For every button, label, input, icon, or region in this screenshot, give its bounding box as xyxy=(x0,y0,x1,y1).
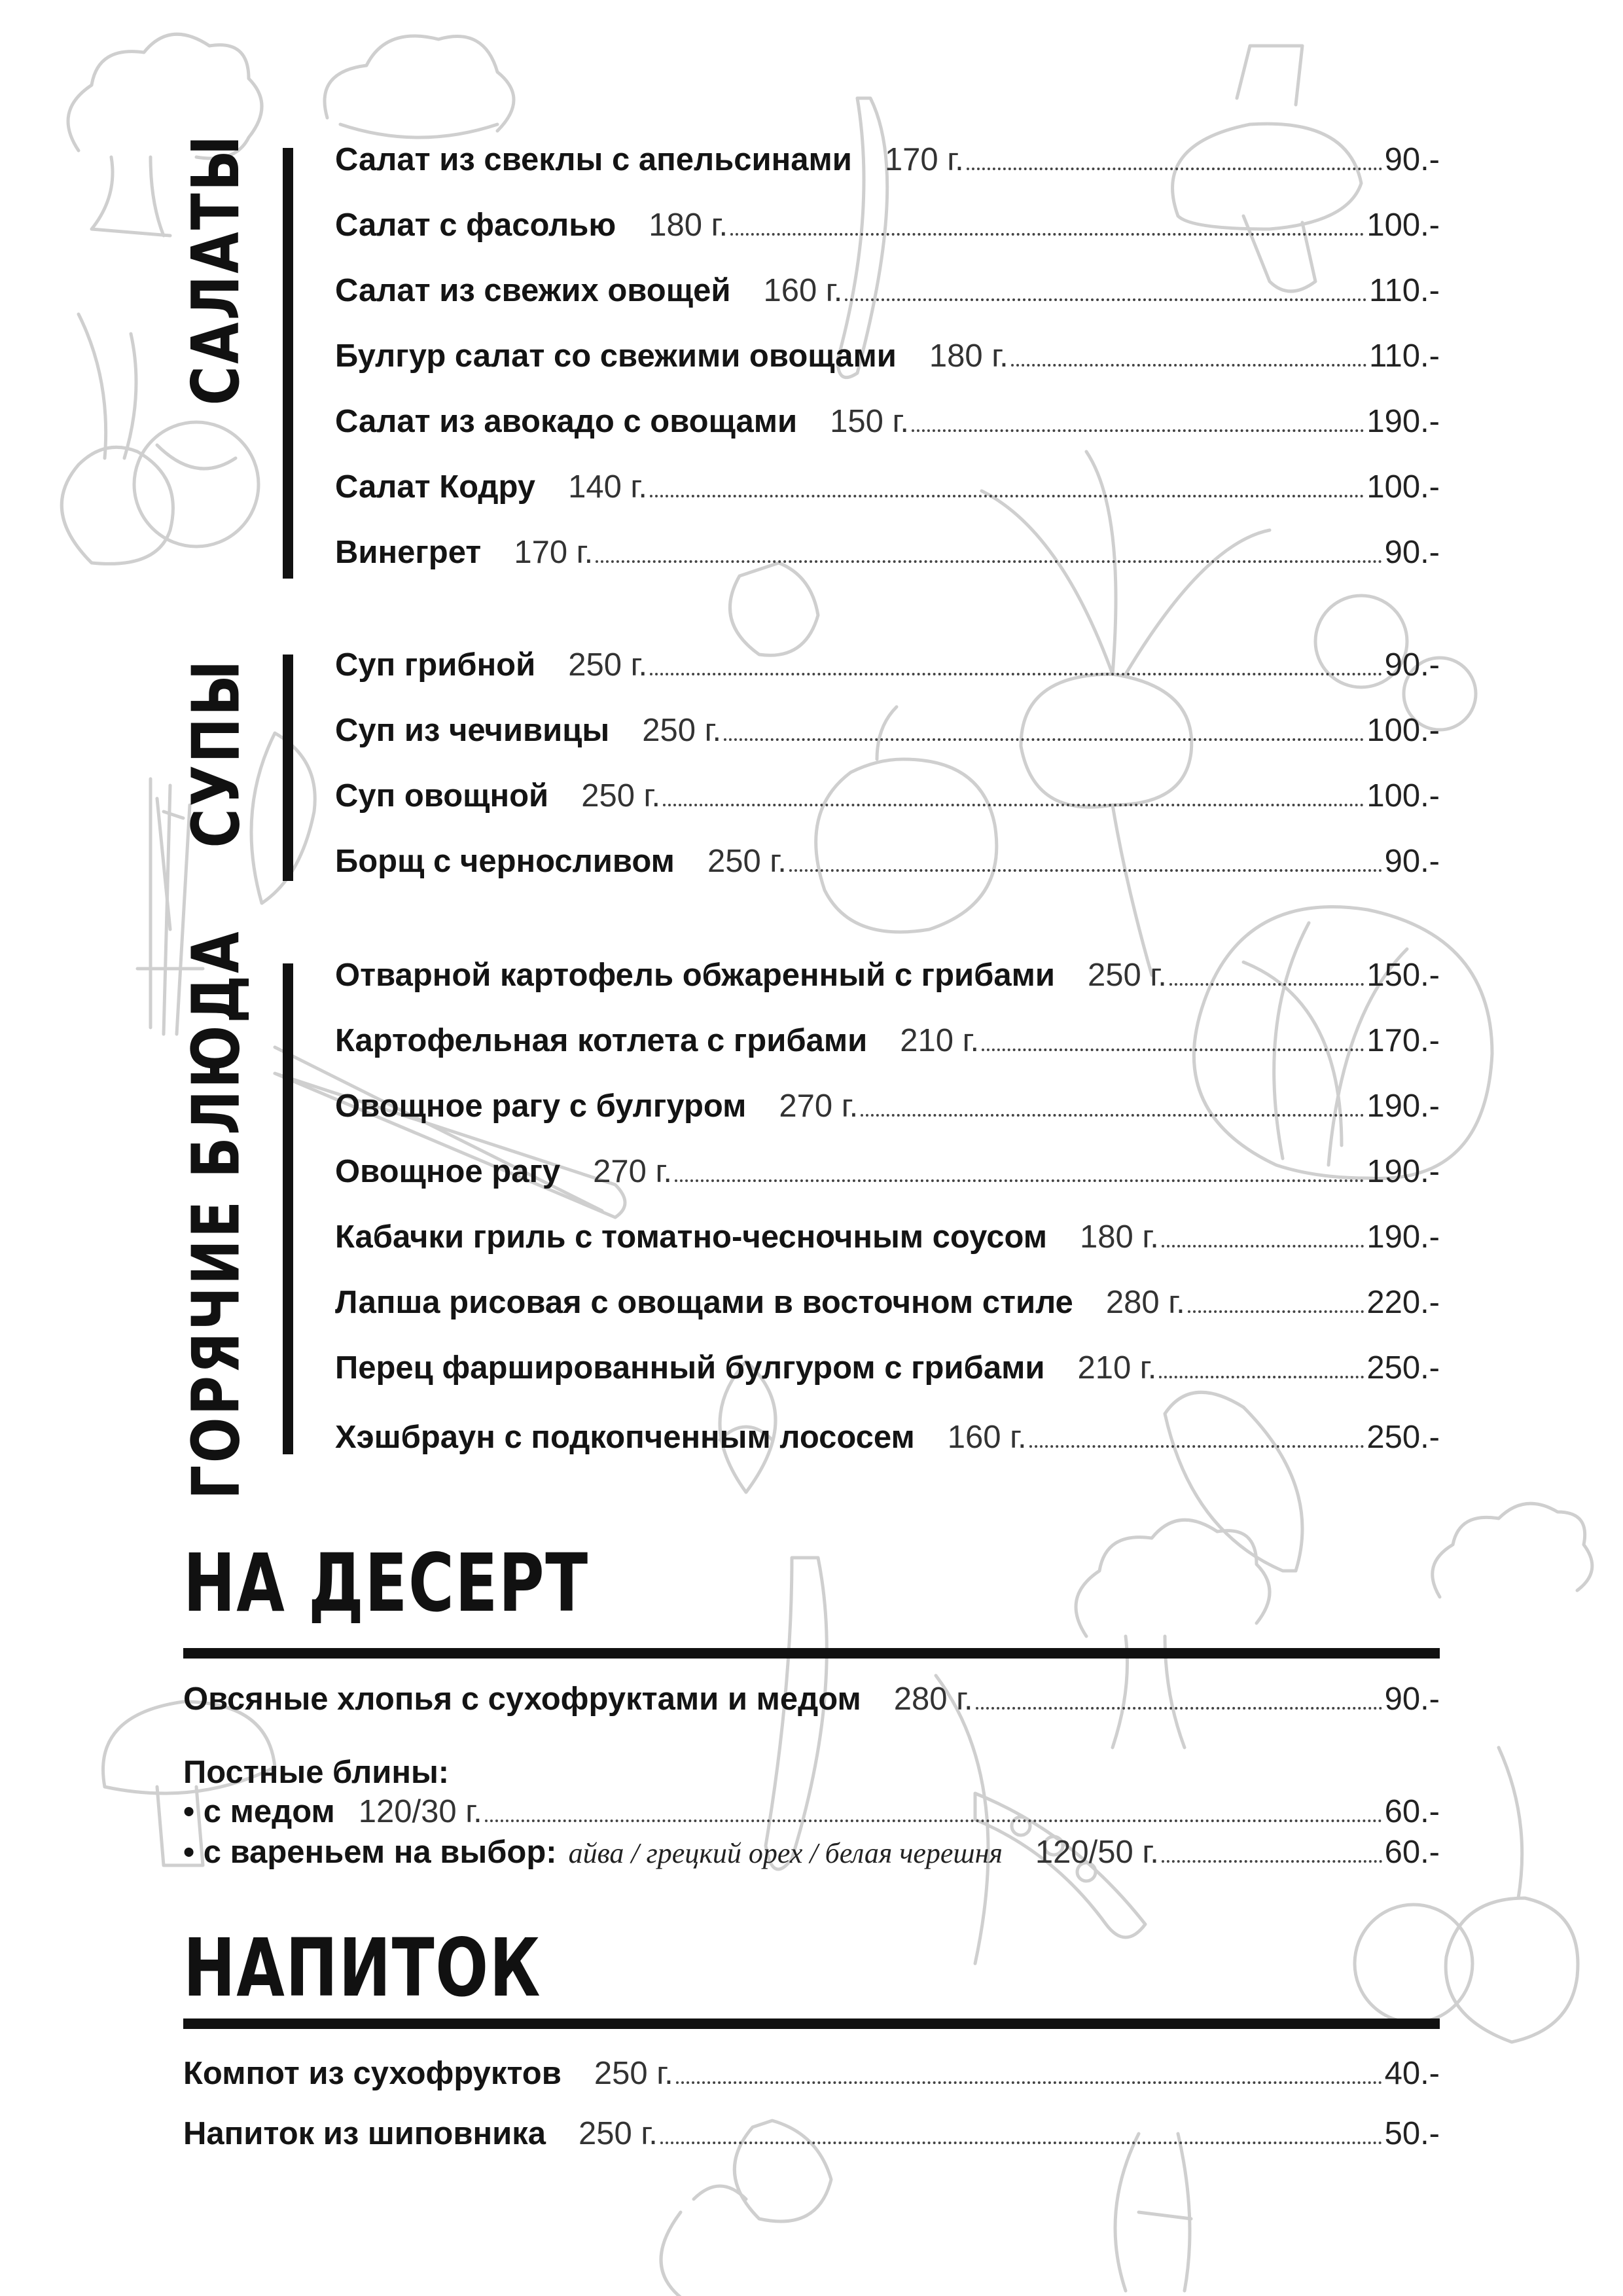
item-price: 60.- xyxy=(1384,1835,1440,1870)
menu-item xyxy=(335,712,1440,759)
item-name: Винегрет xyxy=(335,535,482,570)
leader-dots xyxy=(967,168,1382,170)
item-weight: 250 г. xyxy=(568,647,648,683)
item-price: 110.- xyxy=(1368,273,1440,308)
item-weight: 120/50 г. xyxy=(1035,1835,1159,1870)
soups-section-title: СУПЫ xyxy=(177,657,255,848)
item-weight: 270 г. xyxy=(779,1088,859,1124)
item-name: Салат из авокадо с овощами xyxy=(335,404,798,439)
item-price: 190.- xyxy=(1366,1219,1440,1255)
menu-item xyxy=(335,778,1440,825)
leader-dots xyxy=(596,560,1382,563)
item-name: Салат из свежих овощей xyxy=(335,273,731,308)
leader-dots xyxy=(1162,1860,1382,1863)
item-weight: 250 г. xyxy=(594,2056,673,2091)
leader-dots xyxy=(485,1820,1382,1822)
menu-item xyxy=(335,1284,1440,1331)
item-price: 90.- xyxy=(1384,844,1440,879)
item-weight: 160 г. xyxy=(947,1420,1027,1455)
menu-item xyxy=(335,1022,1440,1069)
leader-dots xyxy=(789,869,1382,872)
item-name: Отварной картофель обжаренный с грибами xyxy=(335,958,1056,993)
item-name: • с медом xyxy=(183,1794,335,1829)
salads-vertical-bar xyxy=(283,148,293,579)
pancakes-subheading: Постные блины: xyxy=(183,1755,450,1790)
menu-item xyxy=(335,1350,1440,1397)
menu-item xyxy=(335,403,1440,450)
item-weight: 180 г. xyxy=(649,207,728,243)
leader-dots xyxy=(660,2142,1382,2144)
item-name: Компот из сухофруктов xyxy=(183,2056,562,2091)
item-weight: 250 г. xyxy=(581,778,661,814)
item-weight: 150 г. xyxy=(830,404,910,439)
item-name: Салат из свеклы с апельсинами xyxy=(335,142,852,177)
item-name: Салат Кодру xyxy=(335,469,536,505)
item-name: Перец фаршированный булгуром с грибами xyxy=(335,1350,1045,1386)
item-weight: 120/30 г. xyxy=(358,1794,482,1829)
leader-dots xyxy=(650,673,1382,675)
leader-dots xyxy=(1011,364,1366,367)
item-price: 90.- xyxy=(1384,647,1440,683)
item-name: Салат с фасолью xyxy=(335,207,616,243)
item-name: Овсяные хлопья с сухофруктами и медом xyxy=(183,1681,861,1717)
item-weight: 210 г. xyxy=(1077,1350,1157,1386)
leader-dots xyxy=(724,738,1364,741)
menu-item xyxy=(335,469,1440,516)
dessert-section-title: НА ДЕСЕРТ xyxy=(183,1537,589,1630)
leader-dots xyxy=(675,1179,1364,1182)
item-note: айва / грецкий орех / белая черешня xyxy=(568,1837,1003,1869)
leader-dots xyxy=(663,804,1364,806)
item-price: 40.- xyxy=(1384,2056,1440,2091)
salads-section-title: САЛАТЫ xyxy=(177,133,255,405)
item-price: 90.- xyxy=(1384,1681,1440,1717)
menu-item xyxy=(183,1834,1440,1881)
item-weight: 170 г. xyxy=(514,535,594,570)
item-price: 170.- xyxy=(1366,1023,1440,1058)
menu-item xyxy=(335,141,1440,188)
item-price: 90.- xyxy=(1384,142,1440,177)
item-price: 220.- xyxy=(1366,1285,1440,1320)
drinks-rule xyxy=(183,2018,1440,2029)
menu-item xyxy=(335,1219,1440,1266)
item-weight: 210 г. xyxy=(900,1023,980,1058)
menu-item xyxy=(335,207,1440,254)
item-weight: 160 г. xyxy=(763,273,843,308)
leader-dots xyxy=(1029,1445,1364,1448)
item-weight: 250 г. xyxy=(642,713,722,748)
leader-dots xyxy=(676,2081,1382,2084)
item-weight: 250 г. xyxy=(707,844,787,879)
menu-item xyxy=(183,2115,1440,2162)
leader-dots xyxy=(1188,1310,1364,1313)
menu-item xyxy=(335,843,1440,890)
item-weight: 180 г. xyxy=(929,338,1008,374)
item-price: 190.- xyxy=(1366,1154,1440,1189)
item-price: 50.- xyxy=(1384,2116,1440,2151)
item-name: Кабачки гриль с томатно-чесночным соусом xyxy=(335,1219,1048,1255)
item-weight: 170 г. xyxy=(884,142,964,177)
item-weight: 280 г. xyxy=(893,1681,973,1717)
item-price: 110.- xyxy=(1368,338,1440,374)
item-price: 190.- xyxy=(1366,404,1440,439)
leader-dots xyxy=(845,298,1366,301)
menu-item xyxy=(183,1681,1440,1728)
item-price: 60.- xyxy=(1384,1794,1440,1829)
item-weight: 140 г. xyxy=(568,469,647,505)
menu-item xyxy=(335,534,1440,581)
menu-item xyxy=(335,1419,1440,1466)
leader-dots xyxy=(650,495,1364,497)
item-name: Овощное рагу с булгуром xyxy=(335,1088,747,1124)
item-weight: 250 г. xyxy=(578,2116,658,2151)
menu-item xyxy=(335,338,1440,385)
item-weight: 180 г. xyxy=(1080,1219,1159,1255)
menu-item xyxy=(335,957,1440,1004)
item-name: Булгур салат со свежими овощами xyxy=(335,338,897,374)
hot-dishes-vertical-bar xyxy=(283,963,293,1454)
menu-item xyxy=(335,272,1440,319)
item-name: Суп из чечивицы xyxy=(335,713,610,748)
item-name: Овощное рагу xyxy=(335,1154,561,1189)
leader-dots xyxy=(861,1114,1364,1117)
item-price: 150.- xyxy=(1366,958,1440,993)
leader-dots xyxy=(976,1707,1382,1710)
leader-dots xyxy=(1159,1376,1364,1378)
item-name: Хэшбраун с подкопченным лососем xyxy=(335,1420,915,1455)
item-weight: 270 г. xyxy=(593,1154,672,1189)
item-price: 100.- xyxy=(1366,778,1440,814)
leader-dots xyxy=(1169,983,1364,986)
leader-dots xyxy=(912,429,1364,432)
item-price: 250.- xyxy=(1366,1420,1440,1455)
item-name: Картофельная котлета с грибами xyxy=(335,1023,868,1058)
menu-item xyxy=(183,2055,1440,2102)
item-weight: 280 г. xyxy=(1105,1285,1185,1320)
item-name: Напиток из шиповника xyxy=(183,2116,546,2151)
menu-item xyxy=(335,1153,1440,1200)
item-name: • с вареньем на выбор: xyxy=(183,1835,557,1870)
leader-dots xyxy=(982,1049,1364,1051)
item-price: 250.- xyxy=(1366,1350,1440,1386)
item-name: Суп грибной xyxy=(335,647,536,683)
item-price: 90.- xyxy=(1384,535,1440,570)
leader-dots xyxy=(1162,1245,1364,1247)
dessert-rule xyxy=(183,1648,1440,1659)
item-name: Суп овощной xyxy=(335,778,549,814)
item-name: Лапша рисовая с овощами в восточном стиле xyxy=(335,1285,1073,1320)
menu-item xyxy=(335,1088,1440,1135)
item-price: 100.- xyxy=(1366,469,1440,505)
soups-vertical-bar xyxy=(283,655,293,881)
drinks-section-title: НАПИТОК xyxy=(183,1922,542,2015)
item-weight: 250 г. xyxy=(1088,958,1167,993)
leader-dots xyxy=(730,233,1364,236)
menu-item xyxy=(335,647,1440,694)
item-price: 100.- xyxy=(1366,713,1440,748)
item-price: 100.- xyxy=(1366,207,1440,243)
item-name: Борщ с черносливом xyxy=(335,844,675,879)
item-price: 190.- xyxy=(1366,1088,1440,1124)
hot-dishes-section-title: ГОРЯЧИЕ БЛЮДА xyxy=(177,929,255,1499)
